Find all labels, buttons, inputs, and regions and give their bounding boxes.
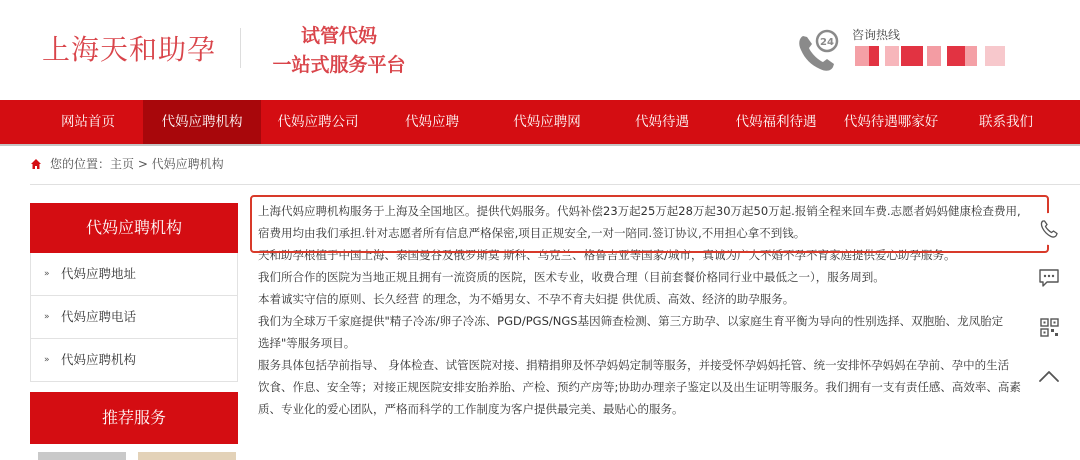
site-slogan	[266, 22, 412, 80]
phone-icon	[793, 28, 841, 76]
nav-item-surrogate-company[interactable]: 代妈应聘公司	[277, 114, 359, 130]
nav-item-contact[interactable]: 联系我们	[979, 114, 1033, 130]
double-chevron-icon: »	[44, 269, 50, 279]
content-line: 我们所合作的医院为当地正规且拥有一流资质的医院，医术专业，收费合理（目前套餐价格同行业中最低之一），服务周到。	[258, 270, 885, 284]
sidebar-item-address[interactable]	[30, 253, 238, 296]
home-icon	[30, 158, 42, 170]
content-line: 本着诚实守信的原则、长久经营 的理念，为不婚男女、不孕不育夫妇提 供优质、高效、经济的助孕服务。	[258, 292, 795, 306]
recommended-thumbnails[interactable]	[38, 452, 238, 460]
main-nav	[0, 100, 1080, 144]
site-header	[0, 0, 1080, 100]
content-line: 质、专业化的爱心团队，严格而科学的工作制度为客户提供最完美、最贴心的服务。	[258, 402, 684, 416]
site-logo[interactable]: 上海天和助孕	[42, 33, 217, 66]
phone-icon[interactable]	[1032, 212, 1066, 246]
content-line: 服务具体包括孕前指导、 身体检查、试管医院对接、捐精捐卵及怀孕妈妈定制等服务，并接受怀孕妈妈托管、统一安排怀孕妈妈在孕前、孕中的生活	[258, 358, 1010, 372]
content-line: 天和助孕根植于中国上海、泰国曼谷及俄罗斯莫 斯科、乌克兰、格鲁吉亚等国家/城市，真诚为广大不婚不孕不育家庭提供爱心助孕服务。	[258, 248, 956, 262]
back-to-top-icon[interactable]	[1032, 360, 1066, 394]
breadcrumb-text[interactable]: 您的位置：主页 > 代妈应聘机构	[50, 157, 224, 171]
sidebar-item-label: 代妈应聘机构	[61, 352, 137, 367]
nav-item-surrogate-best[interactable]: 代妈待遇哪家好	[843, 114, 939, 130]
content-line: 我们为全球万千家庭提供"精子冷冻/卵子冷冻、PGD/PGS/NGS基因筛查检测、第三方助孕、以家庭生育平衡为导向的性别选择、双胞胎、龙凤胎定	[258, 314, 1004, 328]
qrcode-icon[interactable]	[1032, 310, 1066, 344]
floating-toolbar	[1022, 200, 1074, 420]
sidebar-item-label: 代妈应聘地址	[61, 266, 137, 281]
recommended-services-title: 推荐服务	[30, 392, 238, 444]
nav-item-home[interactable]: 网站首页	[61, 114, 115, 130]
nav-item-surrogate-net[interactable]: 代妈应聘网	[513, 114, 581, 130]
content-line: 宿费用均由我们承担.针对志愿者所有信息严格保密,项目正规安全,一对一陪同.签订协议,不用担心拿不到钱。	[258, 226, 806, 240]
double-chevron-icon: »	[44, 312, 50, 322]
content-line: 饮食、作息、安全等；对接正规医院安排安胎养胎、产检、预约产房等;协助办理亲子鉴定以及出生证明等服务。我们拥有一支有责任感、高效率、高素	[258, 380, 1021, 394]
slogan-line-1: 试管代妈	[300, 25, 377, 47]
nav-item-surrogate-pay[interactable]: 代妈待遇	[635, 114, 689, 130]
nav-item-surrogate-agency[interactable]: 代妈应聘机构	[143, 100, 261, 144]
sidebar-item-label: 代妈应聘电话	[61, 309, 137, 324]
content-line: 上海代妈应聘机构服务于上海及全国地区。提供代妈服务。代妈补偿23万起25万起28万起30万起50万起.报销全程来回车费.志愿者妈妈健康检查费用,	[258, 204, 1021, 218]
hotline-label: 咨询热线	[852, 28, 901, 42]
logo-divider	[240, 28, 241, 68]
double-chevron-icon: »	[44, 355, 50, 365]
slogan-line-2: 一站式服务平台	[272, 54, 406, 76]
phone-badge: 24	[820, 37, 834, 48]
sidebar	[30, 203, 238, 382]
chat-icon[interactable]	[1032, 260, 1066, 294]
sidebar-item-agency[interactable]	[30, 339, 238, 382]
nav-bottom-border	[0, 144, 1080, 146]
content-line: 选择"等服务项目。	[258, 336, 356, 350]
nav-item-surrogate-recruit[interactable]: 代妈应聘	[405, 114, 459, 130]
hotline-number-redacted	[855, 46, 1005, 68]
breadcrumb-divider	[30, 184, 1080, 185]
sidebar-item-phone[interactable]	[30, 296, 238, 339]
nav-item-surrogate-benefits[interactable]: 代妈福利待遇	[735, 114, 817, 130]
sidebar-title: 代妈应聘机构	[30, 203, 238, 253]
highlight-box	[250, 195, 1049, 253]
